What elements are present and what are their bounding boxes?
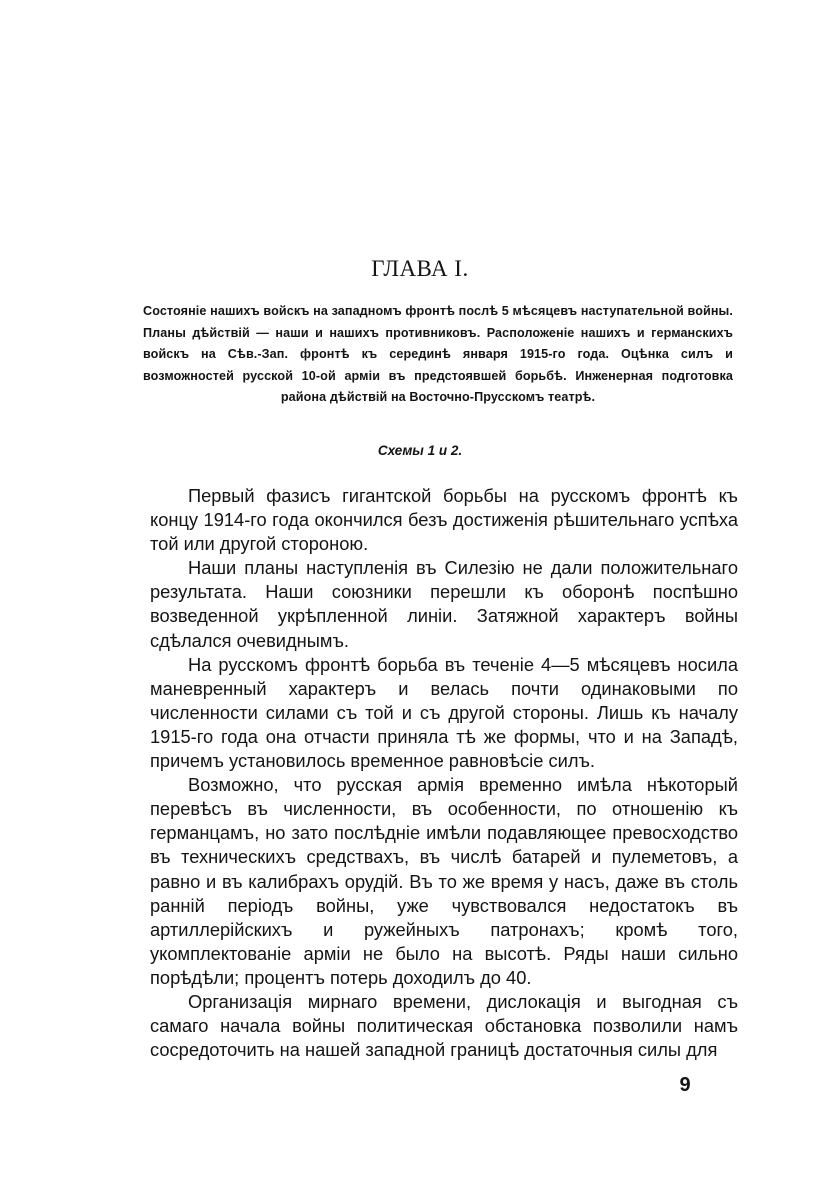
paragraph-3: На русскомъ фронтѣ борьба въ теченiе 4—5 мѣсяцевъ носила маневренный характеръ и велась почти одинаковыми по численности силами съ той и съ другой стороны. Лишь къ началу 1915-го года она отчасти приняла тѣ же формы, что и на Западѣ, причемъ установилось временное равновѣсiе силъ. bbox=[150, 653, 738, 772]
paragraph-5: Организацiя мирнаго времени, дислокацiя и выгодная съ самаго начала войны политическая обстановка позволили намъ сосредоточить на нашей западной границѣ достаточныя силы для bbox=[150, 990, 738, 1061]
paragraph-4: Возможно, что русская армiя временно имѣла нѣкоторый перевѣсъ въ численности, въ особенности, по отношенiю къ германцамъ, но зато послѣднiе имѣли подавляющее превосходство въ техническихъ средствахъ, въ числѣ батарей и пулеметовъ, а равно и въ калибрахъ орудiй. Въ то же время у насъ, даже въ столь раннiй перiодъ войны, уже чувствовался недостатокъ въ артиллерiйскихъ и ружейныхъ патронахъ; кромѣ того, укомплектованiе армiи не было на высотѣ. Ряды наши сильно порѣдѣли; процентъ потерь доходилъ до 40. bbox=[150, 774, 738, 988]
schemes-reference: Схемы 1 и 2. bbox=[377, 443, 463, 458]
chapter-summary: Состоянiе нашихъ войскъ на западномъ фронтѣ послѣ 5 мѣсяцевъ наступательной войны. Планы дѣйствiй — наши и нашихъ противниковъ. Расположенiе нашихъ и германскихъ войскъ на Сѣв.-Зап. фронтѣ къ серединѣ января 1915-го года. Оцѣнка силъ и возможностей русской 10-ой армiи въ предстоявшей борьбѣ. Инженерная подготовка района дѣйствiй на Восточно-Прусскомъ театрѣ. bbox=[143, 304, 733, 405]
page-number: 9 bbox=[679, 1074, 691, 1096]
chapter-title: ГЛАВА I. bbox=[371, 256, 469, 281]
body-text bbox=[150, 484, 738, 1062]
paragraph-1: Первый фазисъ гигантской борьбы на русскомъ фронтѣ къ концу 1914-го года окончился безъ достиженiя рѣшительнаго успѣха той или другой стороною. bbox=[150, 485, 738, 555]
paragraph-2: Наши планы наступленiя въ Силезiю не дали положительнаго результата. Наши союзники перешли къ оборонѣ поспѣшно возведенной укрѣпленной линiи. Затяжной характеръ войны сдѣлался очевиднымъ. bbox=[150, 557, 738, 651]
